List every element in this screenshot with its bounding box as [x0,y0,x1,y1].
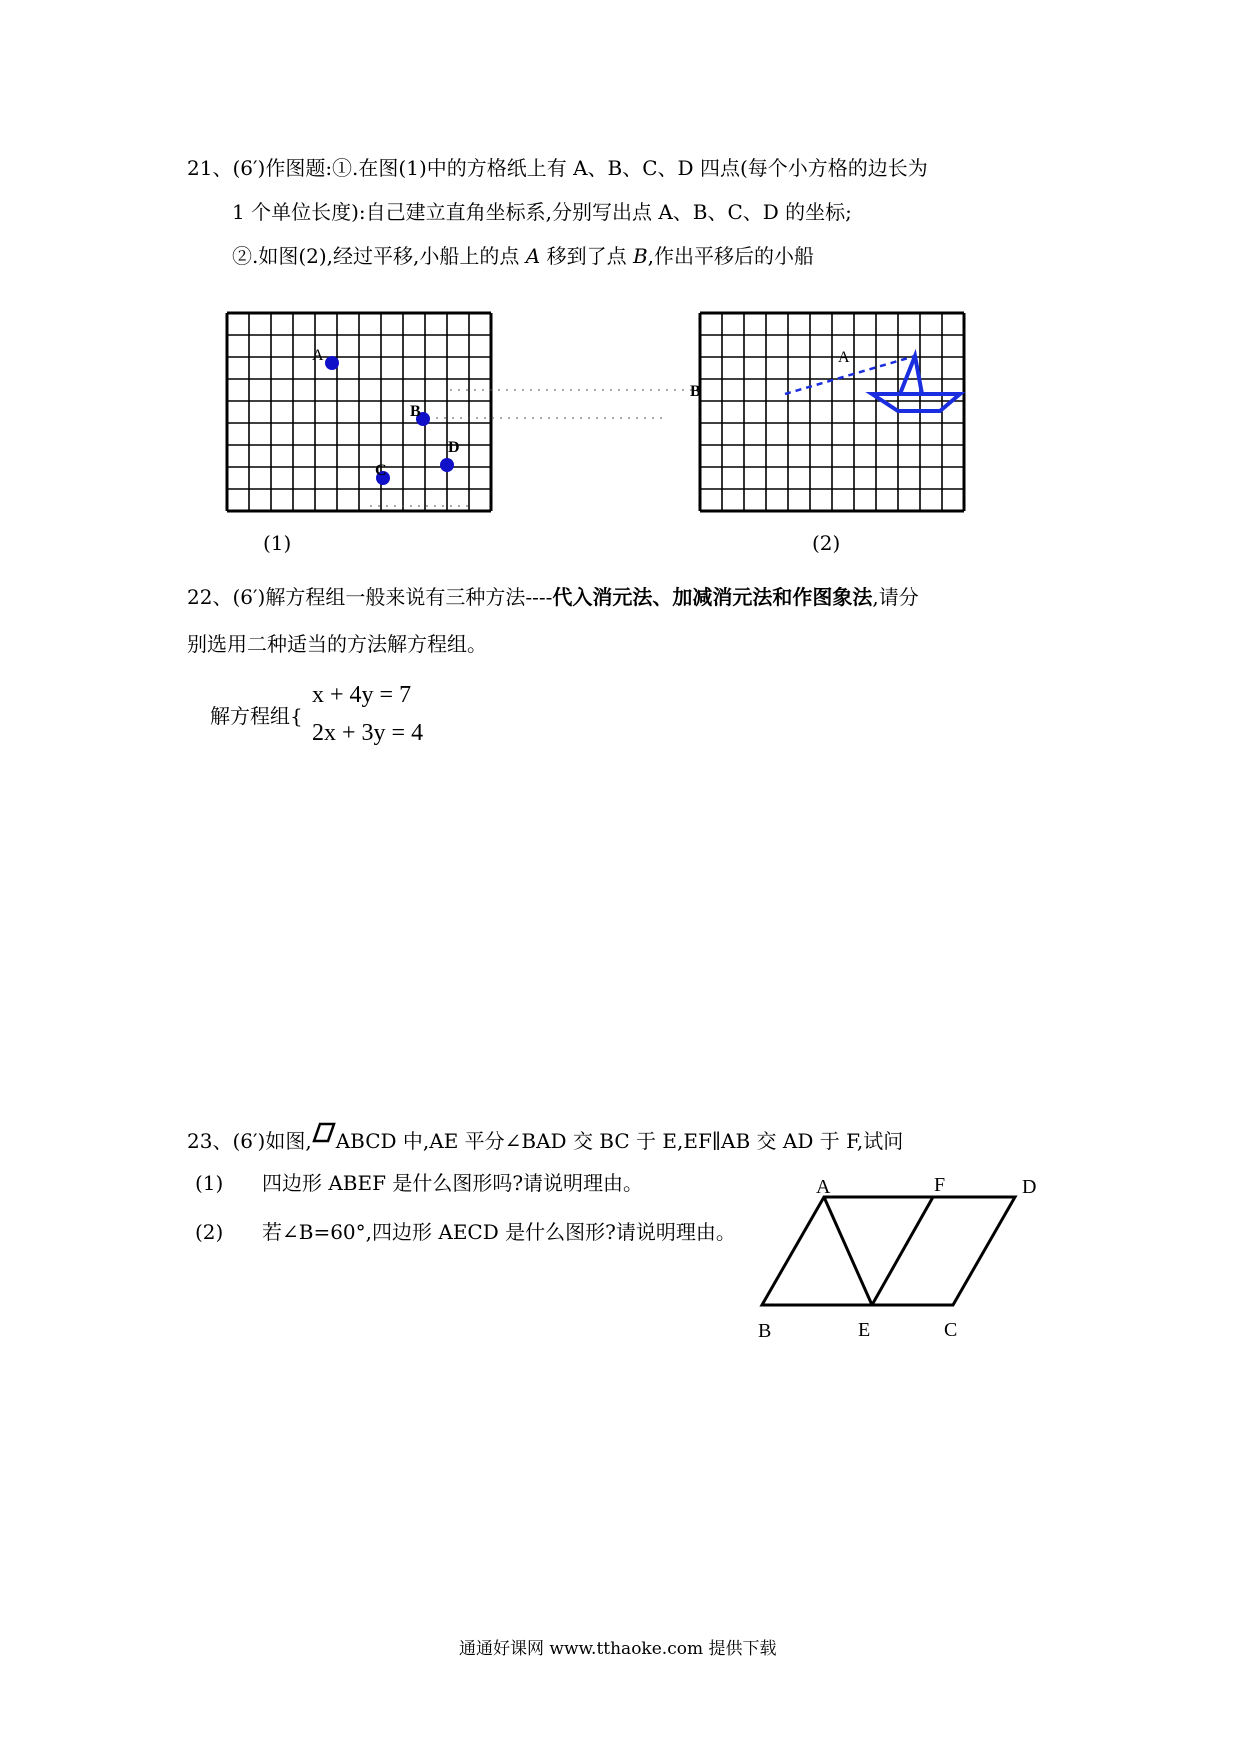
equation-1: x + 4y = 7 [312,682,412,708]
figure-2-grid [690,300,970,530]
parallelogram-icon [312,1122,336,1144]
q21-line3-prefix: ②.如图(2),经过平移,小船上的点 [232,244,526,268]
q21-line3-suffix: ,作出平移后的小船 [647,244,814,268]
label-c: C [375,462,387,479]
q22-line2: 别选用二种适当的方法解方程组。 [187,632,487,656]
label-d: D [1022,1176,1037,1198]
q22-methods: 代入消元法、加减消元法和作图象法 [552,585,873,609]
translation-dashed-line [785,356,915,394]
q23-line1-prefix: 23、(6′)如图, [187,1129,312,1153]
segment-ef [872,1197,933,1305]
segment-ae [824,1197,872,1305]
q23-item1-number: (1) [195,1171,224,1195]
q22-line1 [187,584,919,610]
figure-2-caption: (2) [812,531,841,555]
label-b: B [410,403,421,420]
q21-line2: 1 个单位长度):自己建立直角坐标系,分别写出点 A、B、C、D 的坐标; [232,200,852,224]
label-d: D [448,439,460,456]
label-a: A [816,1176,831,1198]
parallelogram-abcd [762,1197,1015,1305]
footer-credit: 通通好课网 www.tthaoke.com 提供下载 [459,1639,777,1659]
boat-sail [900,356,922,394]
q21-line3-point-b: B [632,244,648,268]
equation-2: 2x + 3y = 4 [312,720,424,746]
equation-system-label: 解方程组{ [210,704,303,728]
q21-line3-point-a: A [525,244,541,268]
q22-line1-prefix: 22、(6′)解方程组一般来说有三种方法---- [187,585,553,609]
label-b: B [690,383,701,400]
q23-item1-text: 四边形 ABEF 是什么图形吗?请说明理由。 [262,1171,644,1195]
label-c: C [944,1319,958,1341]
point-d [440,458,454,472]
q23-item2-text: 若∠B=60°,四边形 AECD 是什么图形?请说明理由。 [262,1220,736,1244]
q21-line1: 21、(6′)作图题:①.在图(1)中的方格纸上有 A、B、C、D 四点(每个小方格的边长为 [187,156,928,180]
figure-1-grid [210,300,710,530]
label-a: A [838,349,850,366]
grid-1-lines [227,313,491,511]
label-a: A [312,347,324,364]
boat-hull [872,394,960,411]
label-b: B [758,1320,772,1342]
q21-line3 [232,243,814,269]
parallelogram-figure [750,1165,1060,1345]
q23-line1 [187,1122,903,1154]
q22-line1-suffix: ,请分 [872,585,919,609]
point-a [325,356,339,370]
q23-line1-suffix: ABCD 中,AE 平分∠BAD 交 BC 于 E,EF∥AB 交 AD 于 F,试问 [335,1129,904,1153]
label-e: E [858,1319,871,1341]
q21-line3-mid: 移到了点 [540,244,633,268]
q23-item2-number: (2) [195,1220,224,1244]
figure-1-caption: (1) [263,531,292,555]
label-f: F [934,1174,946,1196]
